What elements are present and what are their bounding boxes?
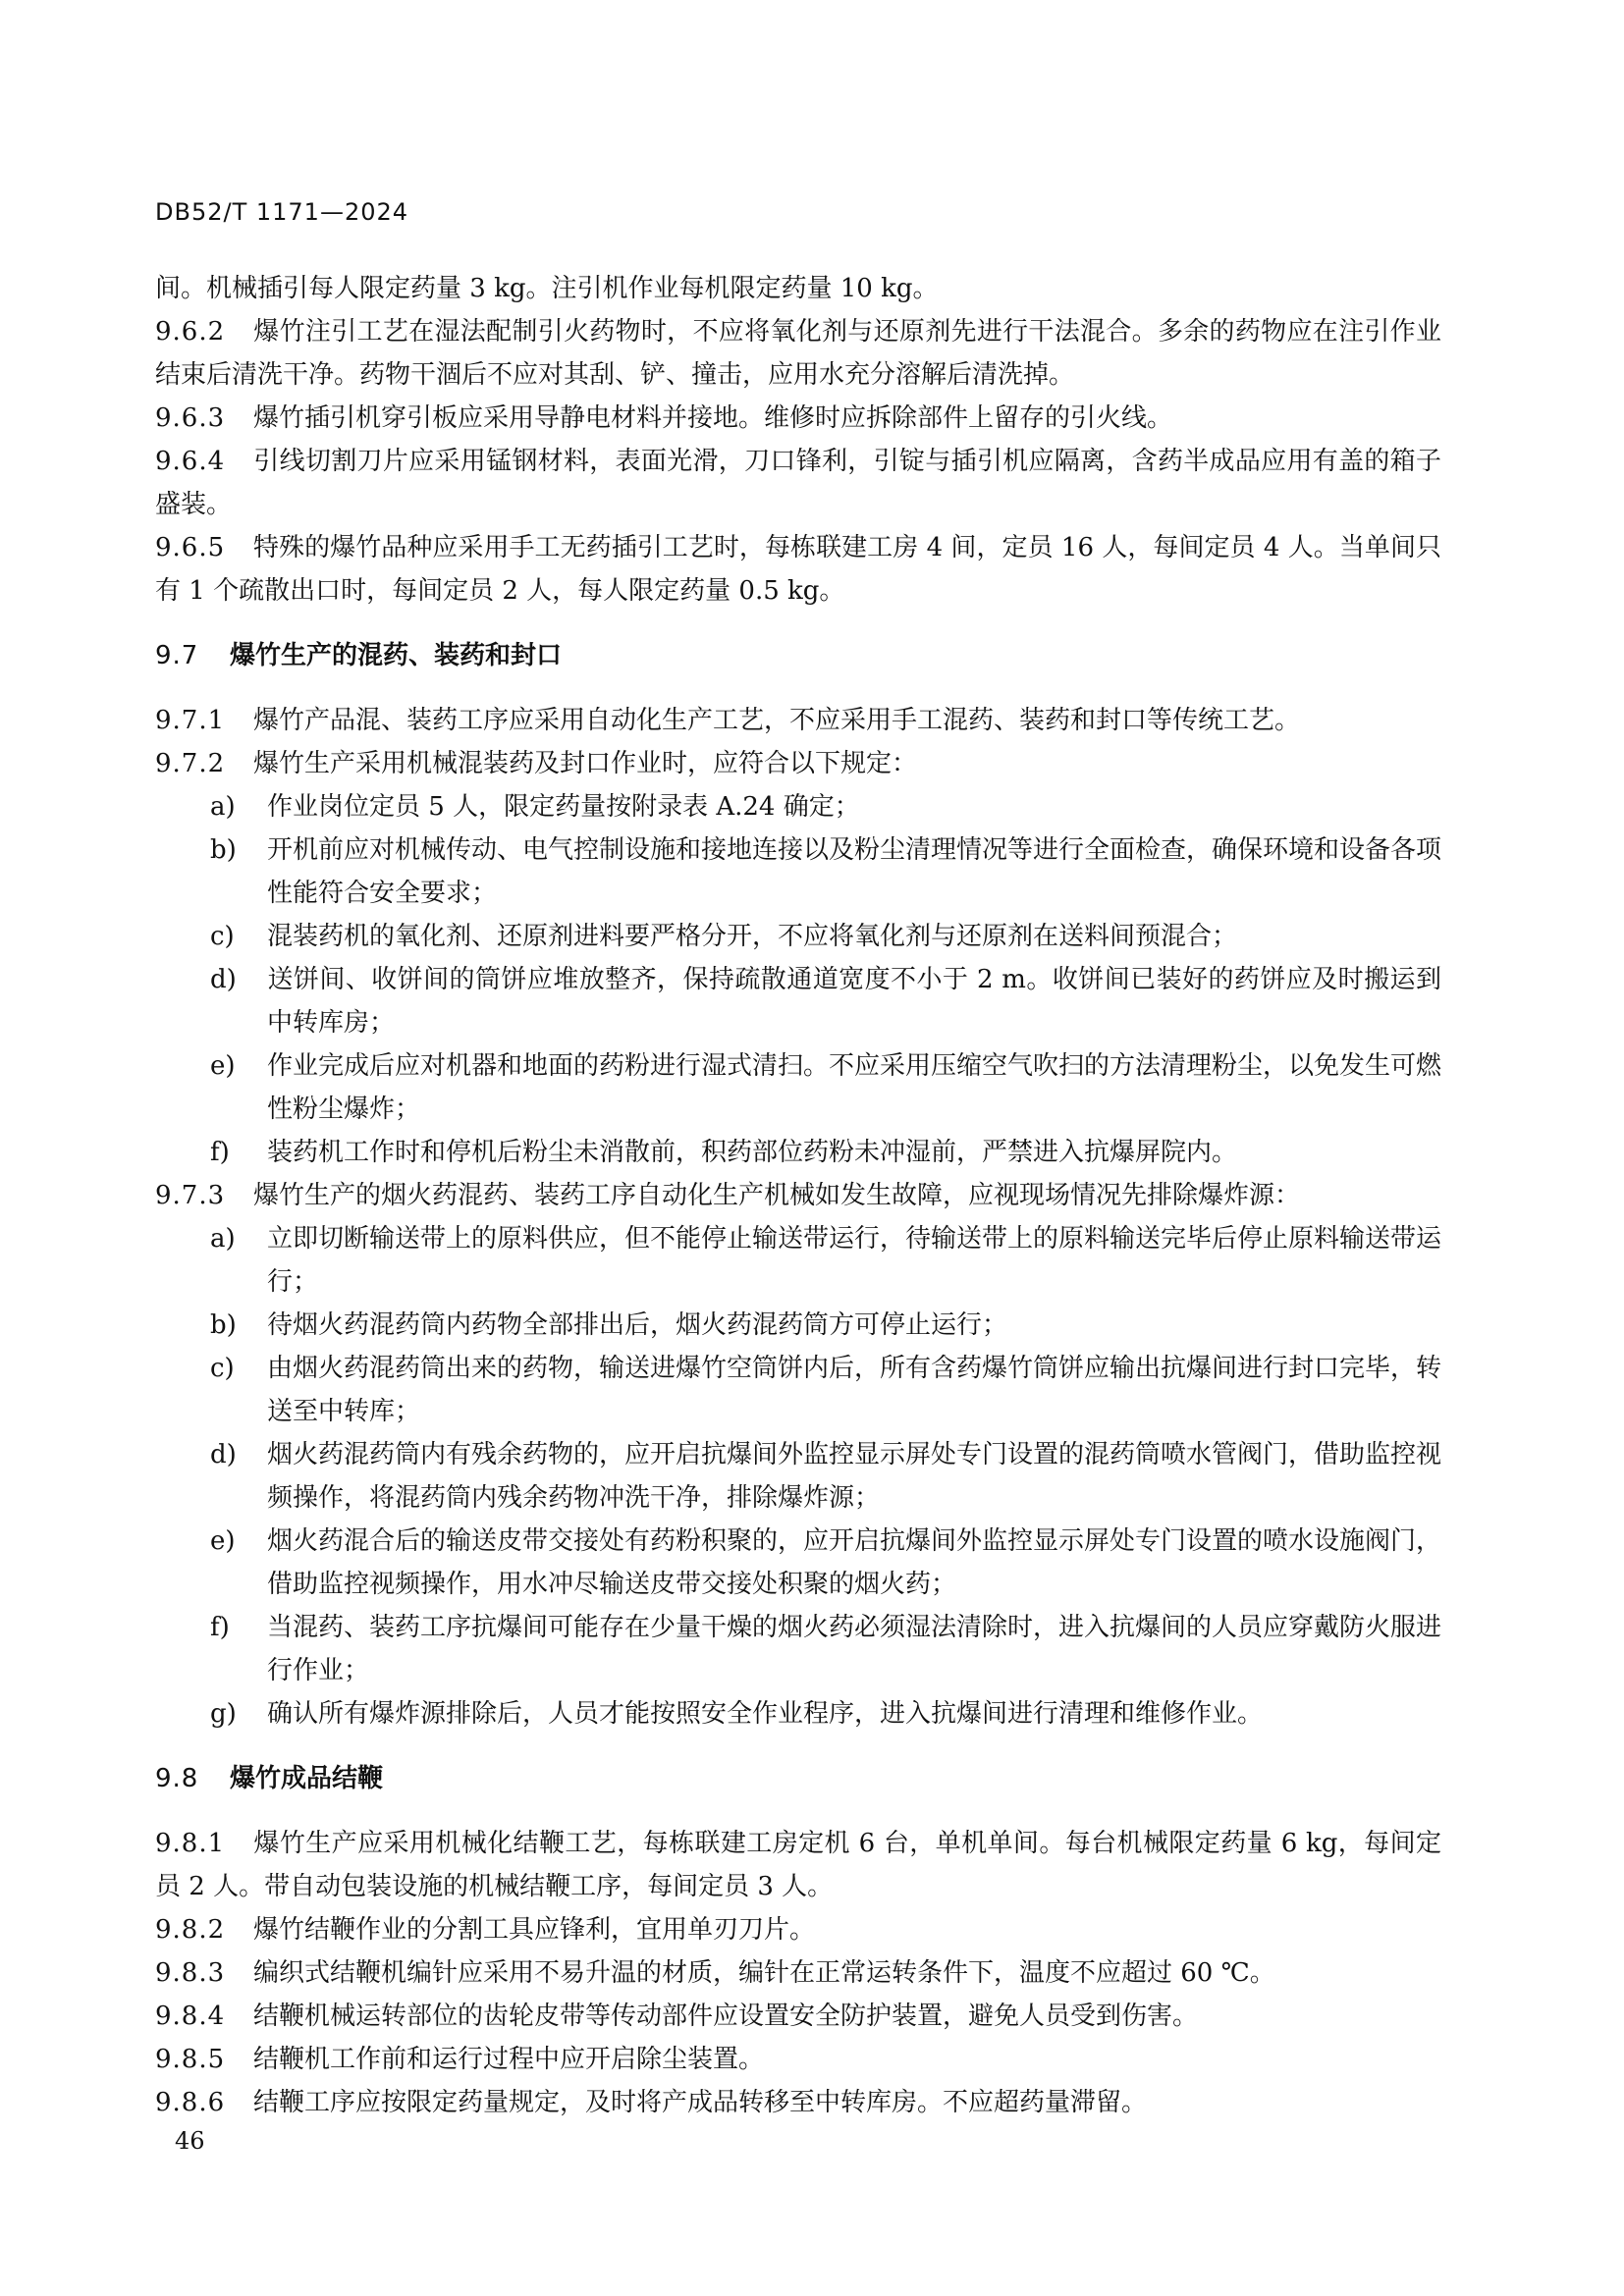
list-item-text: 作业岗位定员 5 人，限定药量按附录表 A.24 确定； — [267, 792, 860, 822]
section-number: 9.7 — [155, 641, 199, 670]
clause-number: 9.7.3 — [155, 1181, 226, 1210]
list-item-text: 烟火药混药筒内有残余药物的，应开启抗爆间外监控显示屏处专门设置的混药筒喷水管阀门，借助监控视频操作，将混药筒内残余药物冲洗干净，排除爆炸源； — [267, 1440, 1442, 1513]
list-item — [155, 1044, 1441, 1131]
clause-text: 爆竹生产应采用机械化结鞭工艺，每栋联建工房定机 6 台，单机单间。每台机械限定药量 6 kg，每间定员 2 人。带自动包装设施的机械结鞭工序，每间定员 3 人。 — [155, 1829, 1441, 1901]
list-item-label: c) — [210, 922, 235, 951]
clause-text: 特殊的爆竹品种应采用手工无药插引工艺时，每栋联建工房 4 间，定员 16 人，每间定员 4 人。当单间只有 1 个疏散出口时，每间定员 2 人，每人限定药量 0.5 kg。 — [155, 533, 1441, 606]
page-body — [155, 267, 1441, 2124]
list-item-label: a) — [210, 792, 236, 822]
list-item — [155, 828, 1441, 915]
clause-number: 9.6.5 — [155, 533, 226, 562]
clause-9-6-2 — [155, 310, 1441, 397]
clause-number: 9.6.2 — [155, 317, 226, 347]
list-item-text: 装药机工作时和停机后粉尘未消散前，积药部位药粉未冲湿前，严禁进入抗爆屏院内。 — [267, 1138, 1238, 1167]
clause-9-6-3 — [155, 397, 1441, 440]
list-item — [155, 1433, 1441, 1520]
clause-text: 结鞭机工作前和运行过程中应开启除尘装置。 — [253, 2045, 765, 2074]
list-item-text: 确认所有爆炸源排除后，人员才能按照安全作业程序，进入抗爆间进行清理和维修作业。 — [267, 1699, 1264, 1729]
list-item-label: d) — [210, 1440, 237, 1469]
clause-number: 9.8.2 — [155, 1915, 226, 1945]
list-item-text: 由烟火药混药筒出来的药物，输送进爆竹空筒饼内后，所有含药爆竹筒饼应输出抗爆间进行封口完毕，转送至中转库； — [267, 1354, 1442, 1426]
section-number: 9.8 — [155, 1764, 199, 1793]
clause-9-8-5 — [155, 2038, 1441, 2081]
list-item-text: 待烟火药混药筒内药物全部排出后，烟火药混药筒方可停止运行； — [267, 1310, 1008, 1340]
list-item — [155, 1217, 1441, 1304]
clause-9-6-4 — [155, 440, 1441, 526]
clause-number: 9.8.3 — [155, 1958, 226, 1988]
list-item-label: e) — [210, 1051, 236, 1081]
page-number: 46 — [175, 2127, 205, 2155]
section-title: 爆竹生产的混药、装药和封口 — [230, 641, 563, 670]
list-item-label: b) — [210, 1310, 237, 1340]
clause-number: 9.8.1 — [155, 1829, 226, 1858]
list-item-text: 立即切断输送带上的原料供应，但不能停止输送带运行，待输送带上的原料输送完毕后停止原料输送带运行； — [267, 1224, 1442, 1297]
list-item-text: 当混药、装药工序抗爆间可能存在少量干燥的烟火药必须湿法清除时，进入抗爆间的人员应穿戴防火服进行作业； — [267, 1613, 1442, 1685]
document-id-header: DB52/T 1171—2024 — [155, 198, 409, 226]
clause-text: 结鞭机械运转部位的齿轮皮带等传动部件应设置安全防护装置，避免人员受到伤害。 — [253, 2002, 1199, 2031]
section-title: 爆竹成品结鞭 — [230, 1764, 384, 1793]
clause-number: 9.8.6 — [155, 2088, 226, 2117]
continuation-text: 间。机械插引每人限定药量 3 kg。注引机作业每机限定药量 10 kg。 — [155, 274, 939, 303]
clause-9-8-4 — [155, 1995, 1441, 2038]
list-item-label: g) — [210, 1699, 237, 1729]
list-item-text: 开机前应对机械传动、电气控制设施和接地连接以及粉尘清理情况等进行全面检查，确保环境和设备各项性能符合安全要求； — [267, 835, 1442, 908]
clause-text: 爆竹生产采用机械混装药及封口作业时，应符合以下规定： — [253, 749, 918, 778]
list-item-text: 送饼间、收饼间的筒饼应堆放整齐，保持疏散通道宽度不小于 2 m。收饼间已装好的药饼应及时搬运到中转库房； — [267, 965, 1441, 1038]
clause-number: 9.8.4 — [155, 2002, 226, 2031]
clause-9-7-1 — [155, 699, 1441, 742]
clause-9-8-2 — [155, 1908, 1441, 1951]
list-item — [155, 1520, 1441, 1606]
clause-text: 结鞭工序应按限定药量规定，及时将产成品转移至中转库房。不应超药量滞留。 — [253, 2088, 1148, 2117]
list-item — [155, 1347, 1441, 1433]
list-item-text: 混装药机的氧化剂、还原剂进料要严格分开，不应将氧化剂与还原剂在送料间预混合； — [267, 922, 1238, 951]
clause-text: 爆竹插引机穿引板应采用导静电材料并接地。维修时应拆除部件上留存的引火线。 — [253, 403, 1173, 433]
clause-9-8-6 — [155, 2081, 1441, 2124]
clause-text: 爆竹注引工艺在湿法配制引火药物时，不应将氧化剂与还原剂先进行干法混合。多余的药物应在注引作业结束后清洗干净。药物干涸后不应对其刮、铲、撞击，应用水充分溶解后清洗掉。 — [155, 317, 1441, 390]
clause-9-8-3 — [155, 1951, 1441, 1995]
clause-number: 9.7.1 — [155, 706, 226, 735]
list-item — [155, 1692, 1441, 1735]
clause-text: 爆竹产品混、装药工序应采用自动化生产工艺，不应采用手工混药、装药和封口等传统工艺。 — [253, 706, 1301, 735]
clause-number: 9.8.5 — [155, 2045, 226, 2074]
list-item-label: b) — [210, 835, 237, 865]
clause-number: 9.6.4 — [155, 447, 226, 476]
list-item — [155, 1131, 1441, 1174]
list-item — [155, 1606, 1441, 1692]
section-heading-9-7 — [155, 634, 1441, 677]
clause-text: 编织式结鞭机编针应采用不易升温的材质，编针在正常运转条件下，温度不应超过 60 ℃。 — [253, 1958, 1275, 1988]
list-item — [155, 915, 1441, 958]
clause-number: 9.7.2 — [155, 749, 226, 778]
section-heading-9-8 — [155, 1757, 1441, 1800]
list-item-label: a) — [210, 1224, 236, 1254]
list-item-label: d) — [210, 965, 237, 994]
list-item — [155, 785, 1441, 828]
clause-9-6-5 — [155, 526, 1441, 613]
list-item-text: 作业完成后应对机器和地面的药粉进行湿式清扫。不应采用压缩空气吹扫的方法清理粉尘，以免发生可燃性粉尘爆炸； — [267, 1051, 1442, 1124]
list-item — [155, 1304, 1441, 1347]
list-item — [155, 958, 1441, 1044]
list-item-label: e) — [210, 1526, 236, 1556]
clause-text: 爆竹生产的烟火药混药、装药工序自动化生产机械如发生故障，应视现场情况先排除爆炸源： — [253, 1181, 1301, 1210]
list-item-label: f) — [210, 1138, 230, 1167]
clause-text: 引线切割刀片应采用锰钢材料，表面光滑，刀口锋利，引锭与插引机应隔离，含药半成品应用有盖的箱子盛装。 — [155, 447, 1441, 519]
list-item-label: f) — [210, 1613, 230, 1642]
clause-9-7-2 — [155, 742, 1441, 785]
list-item-text: 烟火药混合后的输送皮带交接处有药粉积聚的，应开启抗爆间外监控显示屏处专门设置的喷水设施阀门，借助监控视频操作，用水冲尽输送皮带交接处积聚的烟火药； — [267, 1526, 1442, 1599]
clause-number: 9.6.3 — [155, 403, 226, 433]
clause-9-7-3 — [155, 1174, 1441, 1217]
list-item-label: c) — [210, 1354, 235, 1383]
clause-text: 爆竹结鞭作业的分割工具应锋利，宜用单刃刀片。 — [253, 1915, 816, 1945]
clause-9-8-1 — [155, 1822, 1441, 1908]
